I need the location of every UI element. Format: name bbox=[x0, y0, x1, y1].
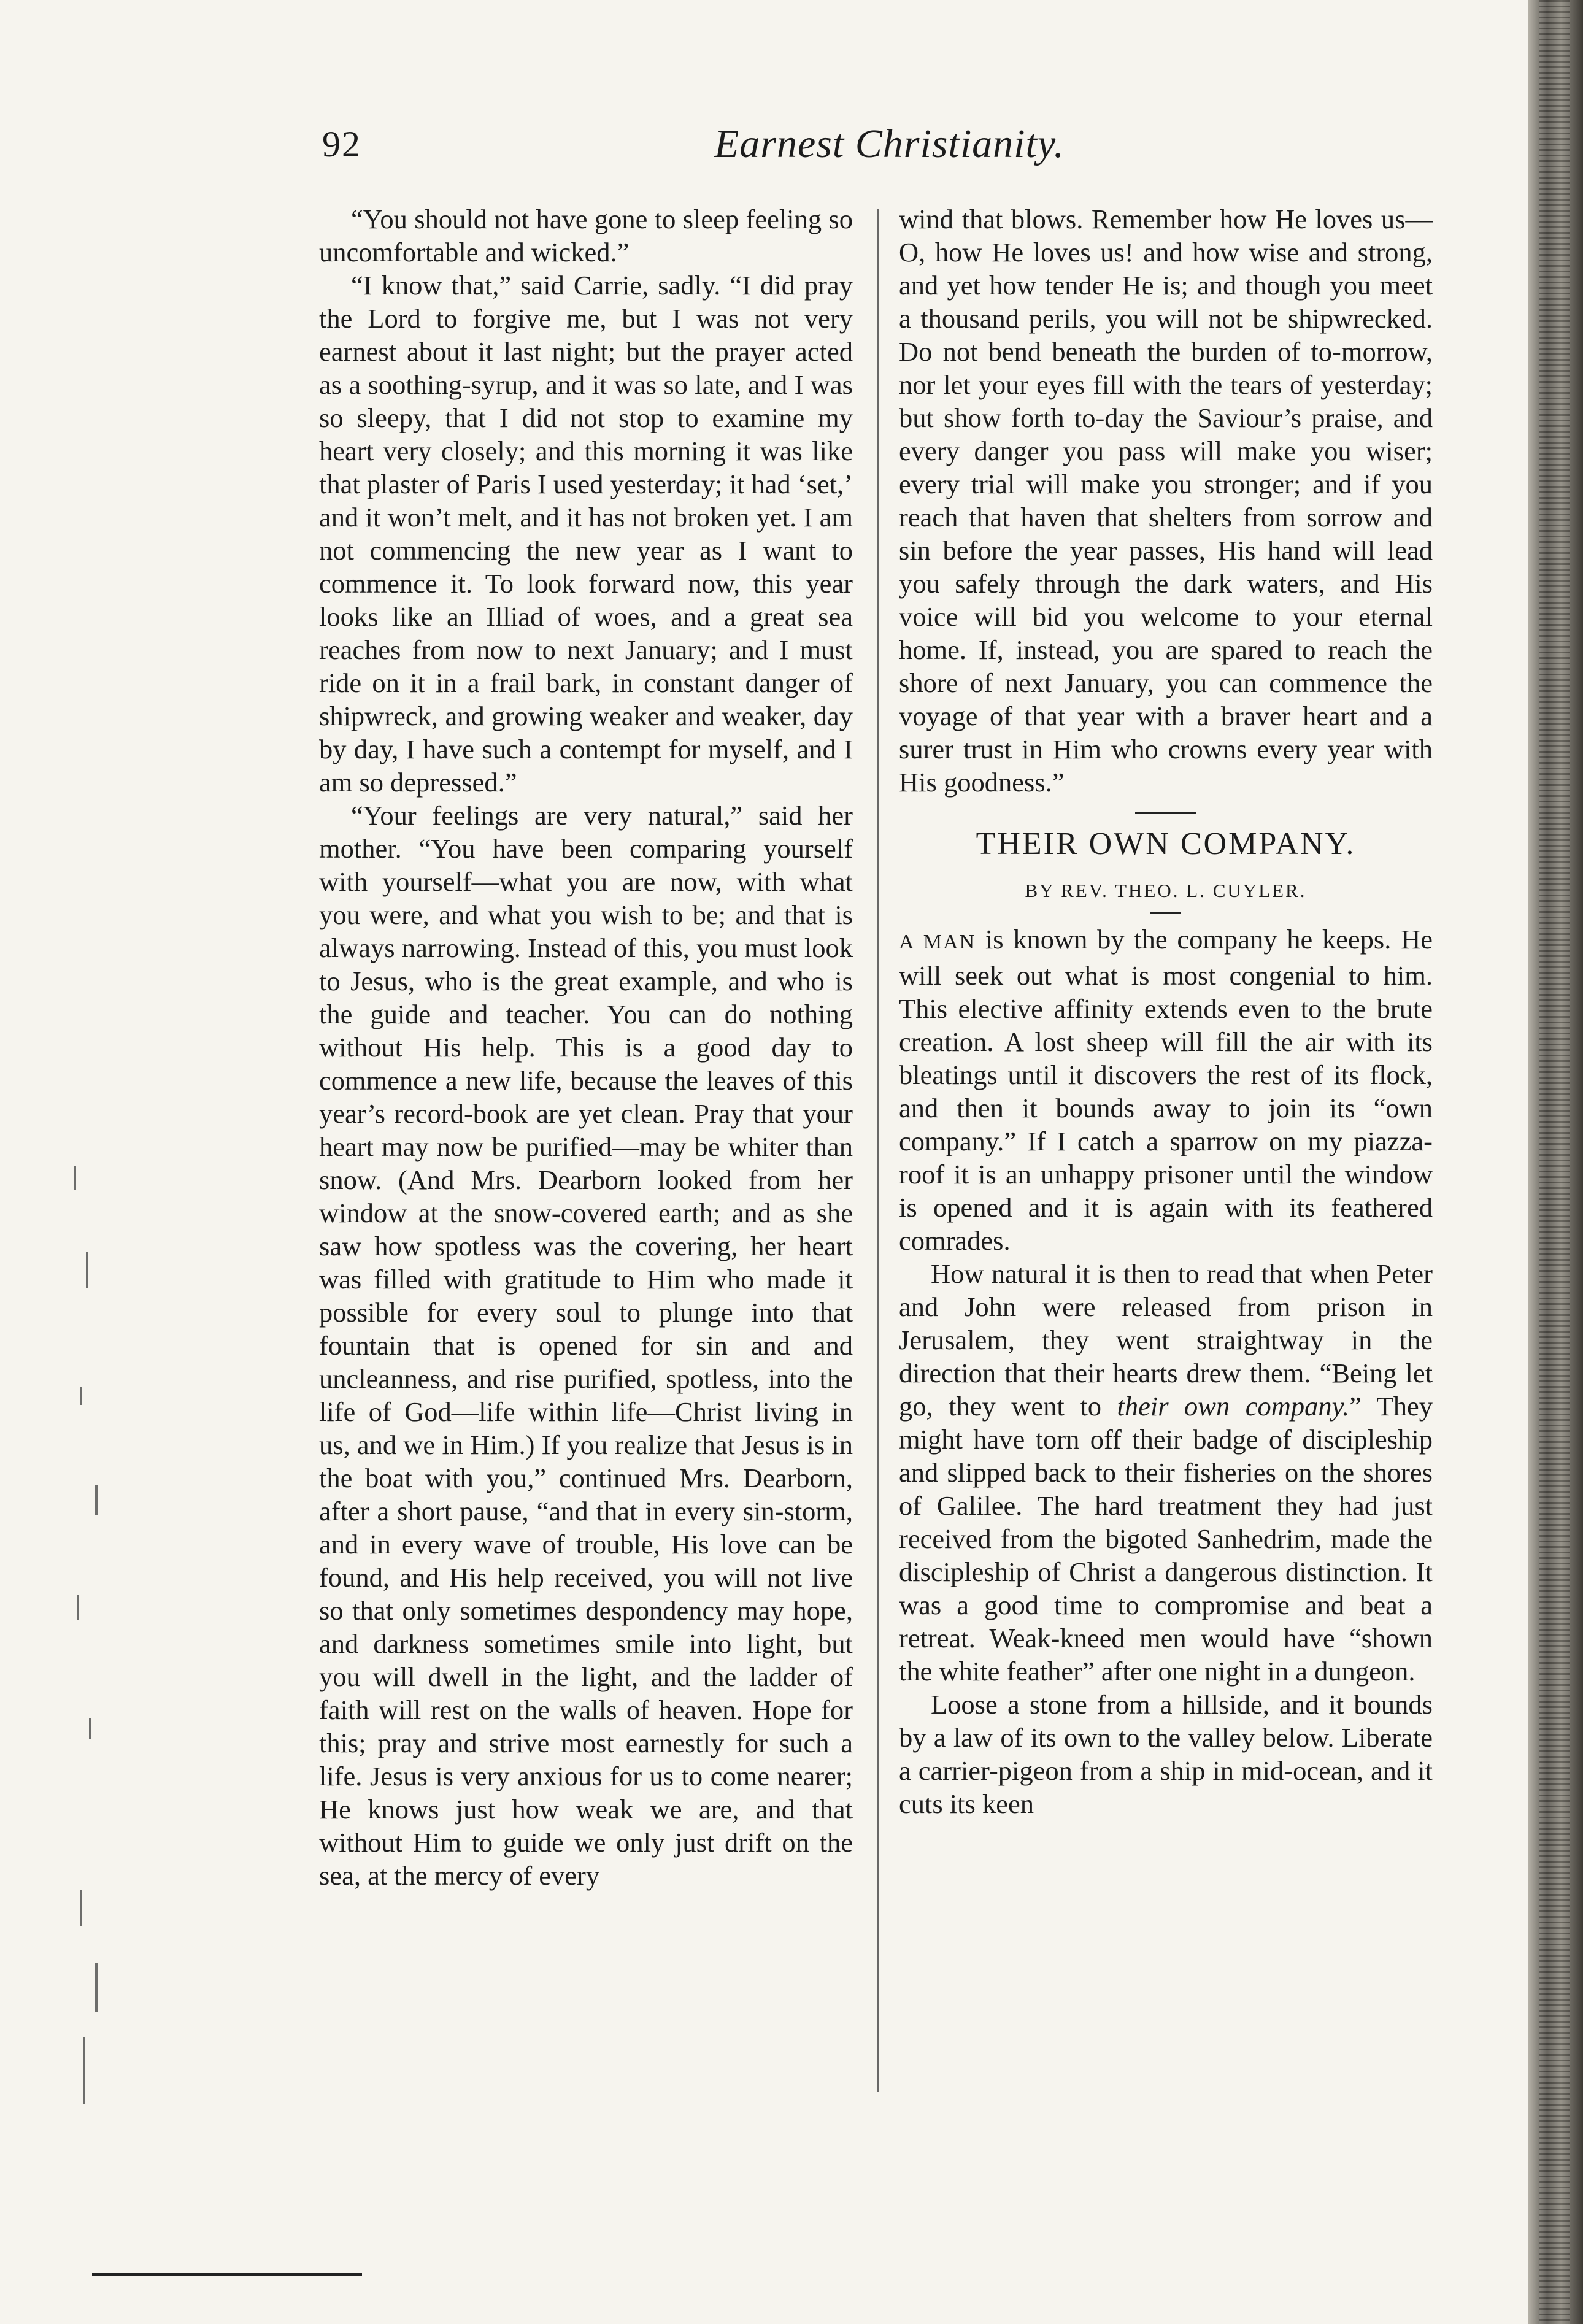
paragraph: “I know that,” said Carrie, sadly. “I did pray the Lord to forgive me, but I was not very earnest about it last night; but the prayer acted as a soothing-syrup, and it was so late, and I was so sleepy, that I did not stop to examine my heart very closely; and this morning it was like that plaster of Paris I used yesterday; it had ‘set,’ and it won’t melt, and it has not broken yet. I am not commencing the new year as I want to commence it. To look forward now, this year looks like an Illiad of woes, and a great sea reaches from now to next January; and I must ride on it in a frail bark, in constant danger of shipwreck, and growing weaker and weaker, day by day, I have such a contempt for myself, and I am so depressed.” bbox=[319, 270, 853, 798]
paragraph bbox=[899, 923, 1433, 1257]
paragraph-continuation: wind that blows. Remember how He loves us—O, how He loves us! and how wise and strong, and yet how tender He is; and though you meet a thousand perils, you will not be shipwrecked. Do not bend beneath the burden of to-morrow, nor let your eyes fill with the tears of yesterday; but show forth to-day the Saviour’s praise, and every danger you pass will make you wiser; every trial will make you stronger; and if you reach that haven that shelters from sorrow and sin before the year passes, His hand will lead you safely through the dark waters, and His voice will bid you welcome to your eternal home. If, instead, you are spared to reach the shore of next January, you can commence the voyage of that year with a braver heart and a surer trust in Him who crowns every year with His goodness.” bbox=[899, 204, 1433, 798]
lead-word: A MAN bbox=[899, 931, 976, 953]
bottom-scan-rule bbox=[92, 2273, 362, 2276]
page-number: 92 bbox=[322, 123, 361, 164]
right-column bbox=[899, 202, 1433, 1820]
book-spine-edge bbox=[1528, 0, 1583, 2324]
article-title: THEIR OWN COMPANY. bbox=[976, 826, 1356, 861]
paragraph: “You should not have gone to sleep feeling so uncomfortable and wicked.” bbox=[319, 204, 853, 267]
margin-scan-marks bbox=[61, 1166, 135, 2147]
section-rule bbox=[1135, 812, 1196, 814]
running-title: Earnest Christianity. bbox=[714, 121, 1065, 166]
paragraph-text: How natural it is then to read that when Peter and John were released from prison in Jerusalem, they went straightway in the direction that their hearts drew them. “Being let go, they went to bbox=[899, 1258, 1433, 1422]
paragraph-text: ” They might have torn off their badge of discipleship and slipped back to their fisheries on the shores of Galilee. The hard treatment they had just received from the bigoted Sanhedrim, made the discipleship of Christ a dangerous distinction. It was a good time to compromise and beat a retreat. Weak-kneed men would have “shown the white feather” after one night in a dungeon. bbox=[899, 1391, 1433, 1687]
article-byline: BY REV. THEO. L. CUYLER. bbox=[1025, 880, 1307, 901]
page-header bbox=[322, 110, 1065, 178]
left-column bbox=[319, 202, 853, 1892]
column-divider bbox=[877, 209, 879, 2092]
paragraph bbox=[899, 1257, 1433, 1688]
paragraph: “Your feelings are very natural,” said her mother. “You have been comparing yourself with yourself—what you are now, with what you were, and what you wish to be; and that is always narrowing. Instead of this, you must look to Jesus, who is the great example, and who is the guide and teacher. You can do nothing without His help. This is a good day to commence a new life, because the leaves of this year’s record-book are yet clean. Pray that your heart may now be purified—may be whiter than snow. (And Mrs. Dearborn looked from her window at the snow-covered earth; and as she saw how spotless was the covering, her heart was filled with gratitude to Him who made it possible for every soul to plunge into that fountain that is opened for sin and and uncleanness, and rise purified, spotless, into the life of God—life within life—Christ living in us, and we in Him.) If you realize that Jesus is in the boat with you,” continued Mrs. Dearborn, after a short pause, “and that in every sin-storm, and in every wave of trouble, His love can be found, and His help received, you will not live so that only sometimes despondency may hope, and darkness sometimes smile into light, but you will dwell in the light, and the ladder of faith will rest on the walls of heaven. Hope for this; pray and strive most earnestly for such a life. Jesus is very anxious for us to come nearer; He knows just how weak we are, and that without Him to guide we only just drift on the sea, at the mercy of every bbox=[319, 800, 853, 1891]
paragraph-text: is known by the company he keeps. He will seek out what is most congenial to him. This elective affinity extends even to the brute creation. A lost sheep will fill the air with its bleatings until it discovers the rest of its flock, and then it bounds away to join its “own company.” If I catch a sparrow on my piazza-roof it is an unhappy prisoner until the window is opened and it is again with its feathered comrades. bbox=[899, 924, 1433, 1256]
italic-quote: their own company. bbox=[1117, 1391, 1350, 1422]
paragraph: Loose a stone from a hillside, and it bounds by a law of its own to the valley below. Liberate a carrier-pigeon from a ship in mid-ocean, and it cuts its keen bbox=[899, 1689, 1433, 1819]
byline-rule bbox=[1150, 912, 1181, 914]
